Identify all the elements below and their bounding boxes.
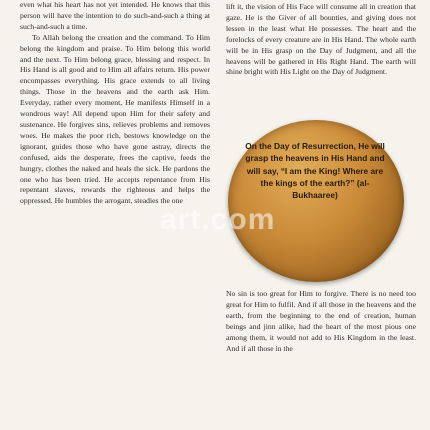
paragraph-no-sin: No sin is too great for Him to forgive. There is no need too great for Him to fulfil. And if all those in the heavens and the earth, from the beginning to the end of creation, human beings and jinn alike, had the heart of the most pious one among them, it would not add to His Kingdom in the least. And if all those in the (226, 289, 416, 353)
paragraph-intention: even what his heart has not yet intended. He knows that this person will have the intention to do such-and-such a thing at such-and-such a time. (20, 0, 210, 31)
watermark: art.com (160, 203, 276, 236)
right-bottom-text (226, 289, 416, 354)
left-text-column (20, 0, 210, 207)
right-top-text (226, 2, 416, 78)
paragraph-vision: lift it, the vision of His Face will consume all in creation that gaze. He is the Giver of all bounties, and giving does not lessen in the least what He possesses. The heart and the forelocks of every creature are in His Hand. The whole earth will be in His grasp on the Day of Judgment, and all the heavens will be gathered in His Right Hand. The earth will shine bright with His Light on the Day of Judgment. (226, 2, 416, 77)
medallion-quote: On the Day of Resurrection, He will grasp the heavens in His Hand and will say, “I am the King! Where are the kings of the earth?” (al-Bukhaaree) (245, 141, 385, 201)
paragraph-creation-command: To Allah belong the creation and the command. To Him belong the kingdom and praise. To Him belong this world and the next. To Him belong grace, blessing and respect. In His Hand is all good and to Him all affairs return. His power encompasses everything. His grace extends to all living things. Those in the heavens and the earth ask Him. Everyday, rather every moment, He manifests Himself in a wondrous way! All depend upon Him for their safety and sustenance. He forgives sins, relieves problems and removes woes. He makes the poor rich, bestows knowledge on the ignorant, guides those who have gone astray, directs the confused, aids the desperate, frees the captive, feeds the hungry, clothes the naked and heals the sick. He pardons the one who has been tried. He accepts repentance from His repentant slaves, rewards the righteous and helps the oppressed. He humbles the arrogant, steadies the one (20, 32, 210, 206)
quote-medallion (228, 120, 404, 282)
